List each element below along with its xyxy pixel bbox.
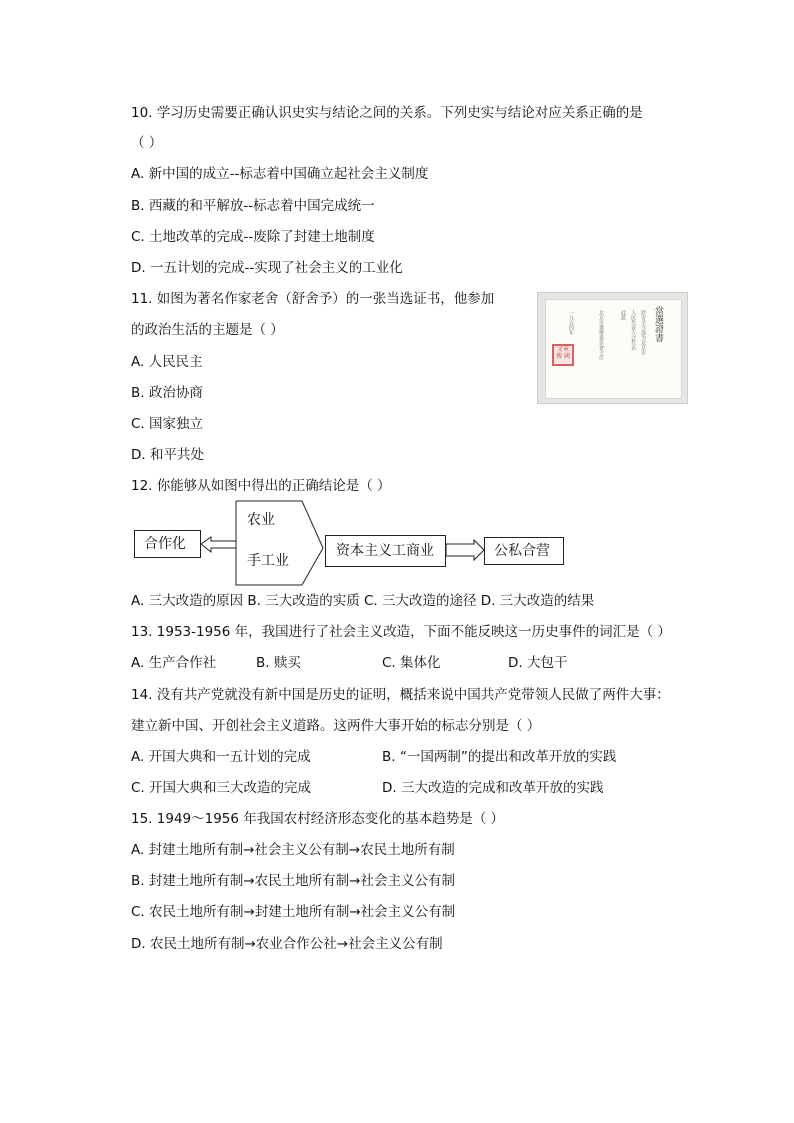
q13-stem: 13. 1953-1956 年，我国进行了社会主义改造，下面不能反映这一历史事件的词汇是（ ） — [131, 624, 671, 640]
q12-box-capitalist: 资本主义工商业 — [325, 535, 446, 567]
q11-stem-line1: 11. 如图为著名作家老舍（舒舍予）的一张当选证书，他参加 — [131, 291, 495, 307]
certificate-text-column: 北京市選舉委員會主任 — [598, 310, 604, 360]
q10-option-d: D. 一五计划的完成--实现了社会主义的工业化 — [131, 260, 403, 276]
q12-box-joint: 公私合营 — [484, 537, 564, 565]
certificate-text-column: 此證 — [620, 310, 626, 320]
q13-option-b: B. 赎买 — [256, 655, 301, 671]
q12-label-agriculture: 农业 — [247, 512, 275, 528]
q13-option-d: D. 大包干 — [508, 655, 568, 671]
q12-arrow-right — [446, 540, 484, 560]
q15-option-b: B. 封建土地所有制→农民土地所有制→社会主义公有制 — [131, 873, 455, 889]
q12-label-handicraft: 手工业 — [247, 553, 289, 569]
q13-option-c: C. 集体化 — [382, 655, 441, 671]
certificate-title: 當選證書 — [653, 306, 663, 342]
q10-option-b: B. 西藏的和平解放--标志着中国完成统一 — [131, 198, 375, 214]
certificate-text-column: 舒舍予当选为北京市 — [640, 310, 646, 355]
q11-stem-line2: 的政治生活的主题是（ ） — [131, 322, 284, 338]
q13-option-a: A. 生产合作社 — [131, 655, 217, 671]
q15-option-a: A. 封建土地所有制→社会主义公有制→农民土地所有制 — [131, 842, 455, 858]
q11-option-b: B. 政治协商 — [131, 385, 203, 401]
q14-option-d: D. 三大改造的完成和改革开放的实践 — [382, 780, 604, 796]
q14-option-a: A. 开国大典和一五计划的完成 — [131, 749, 311, 765]
q10-option-c: C. 土地改革的完成--废除了封建土地制度 — [131, 229, 375, 245]
q10-stem-line2: （ ） — [131, 135, 163, 151]
q11-option-c: C. 国家独立 — [131, 416, 204, 432]
q12-arrow-left — [201, 537, 236, 552]
q12-box-cooperative: 合作化 — [134, 530, 201, 558]
certificate-seal: 文章 傳 國 — [552, 344, 574, 366]
q10-stem-line1: 10. 学习历史需要正确认识史实与结论之间的关系。下列史实与结论对应关系正确的是 — [131, 105, 643, 121]
q10-option-a: A. 新中国的成立--标志着中国确立起社会主义制度 — [131, 166, 429, 182]
q15-option-c: C. 农民土地所有制→封建土地所有制→社会主义公有制 — [131, 904, 456, 920]
certificate-text-column: 人民代表大会代表 — [630, 310, 636, 350]
certificate-text-column: 一九五四年 — [568, 310, 574, 335]
q14-option-c: C. 开国大典和三大改造的完成 — [131, 780, 312, 796]
q14-stem-line2: 建立新中国、开创社会主义道路。这两件大事开始的标志分别是（ ） — [131, 718, 541, 734]
q12-stem: 12. 你能够从如图中得出的正确结论是（ ） — [131, 478, 391, 494]
q15-option-d: D. 农民土地所有制→农业合作公社→社会主义公有制 — [131, 936, 443, 952]
q15-stem: 15. 1949～1956 年我国农村经济形态变化的基本趋势是（ ） — [131, 811, 505, 827]
q11-option-a: A. 人民民主 — [131, 354, 203, 370]
q14-stem-line1: 14. 没有共产党就没有新中国是历史的证明，概括来说中国共产党带领人民做了两件大事： — [131, 687, 670, 703]
q14-option-b: B. “一国两制”的提出和改革开放的实践 — [382, 749, 617, 765]
q11-option-d: D. 和平共处 — [131, 447, 204, 463]
q12-options: A. 三大改造的原因 B. 三大改造的实质 C. 三大改造的途径 D. 三大改造的结果 — [131, 593, 595, 609]
